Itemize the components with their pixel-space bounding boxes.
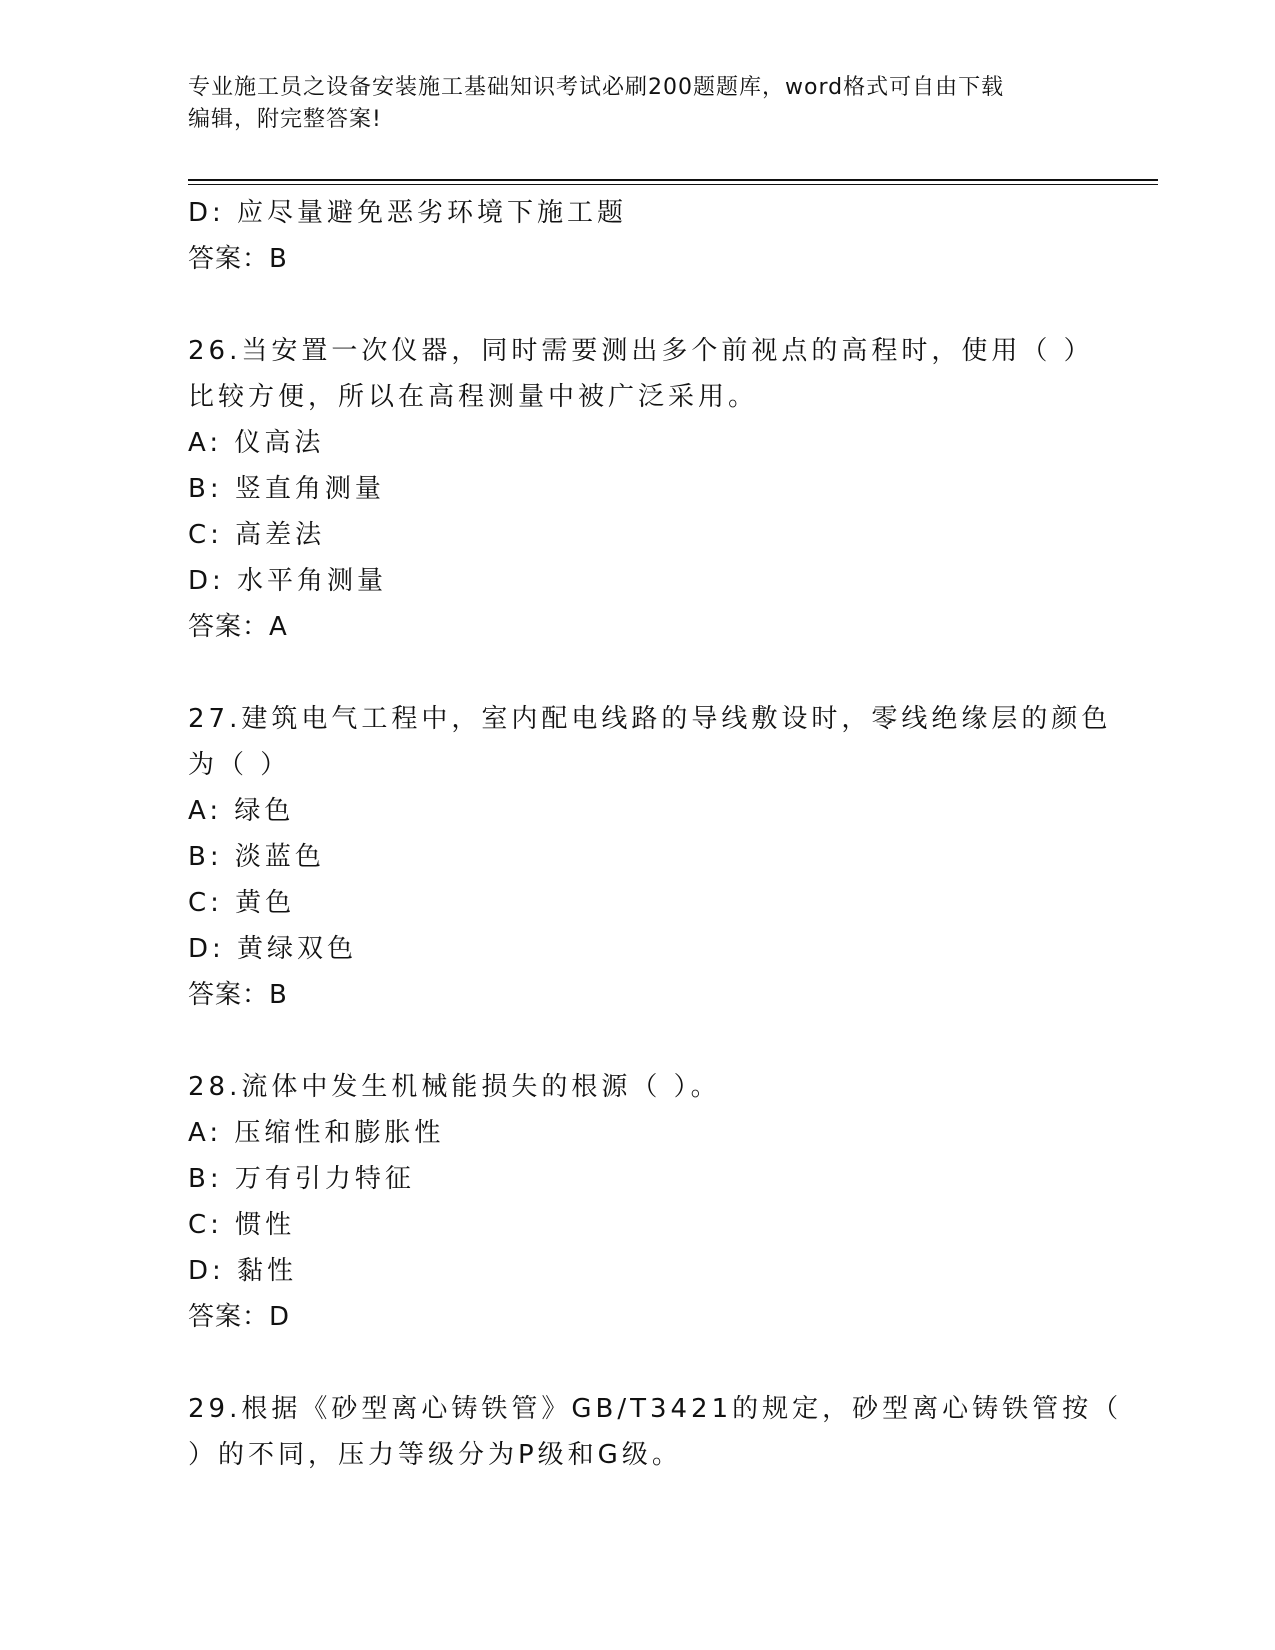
option-c: C: 黄色 — [188, 888, 296, 918]
document-header — [188, 72, 1088, 136]
document-body — [188, 190, 1123, 1478]
option-d: D: 水平角测量 — [188, 566, 388, 596]
option-a: A: 压缩性和膨胀性 — [188, 1118, 445, 1148]
option-b: B: 万有引力特征 — [188, 1164, 415, 1194]
option-d: D: 黄绿双色 — [188, 934, 358, 964]
answer-line: 答案：B — [188, 244, 288, 274]
question-text: 比较方便，所以在高程测量中被广泛采用。 — [188, 382, 759, 412]
answer-line: 答案：D — [188, 1302, 291, 1332]
spacer — [188, 282, 1088, 328]
spacer — [188, 1340, 1088, 1386]
option-c: C: 惯性 — [188, 1210, 296, 1240]
header-line-2: 编辑，附完整答案! — [188, 107, 382, 132]
option-b: B: 竖直角测量 — [188, 474, 385, 504]
option-a: A: 绿色 — [188, 796, 295, 826]
header-rule-thick — [188, 179, 1158, 181]
question-text: 28.流体中发生机械能损失的根源（ ）。 — [188, 1072, 721, 1102]
question-26 — [188, 328, 1094, 650]
option-b: B: 淡蓝色 — [188, 842, 325, 872]
spacer — [188, 650, 1088, 696]
option-a: A: 仪高法 — [188, 428, 325, 458]
question-text: 26.当安置一次仪器，同时需要测出多个前视点的高程时，使用（ ） — [188, 336, 1094, 366]
header-line-1: 专业施工员之设备安装施工基础知识考试必刷200题题库，word格式可自由下载 — [188, 75, 1005, 100]
question-text: 为（ ） — [188, 750, 291, 780]
answer-line: 答案：A — [188, 612, 288, 642]
question-text: ）的不同，压力等级分为P级和G级。 — [188, 1440, 682, 1470]
option-c: C: 高差法 — [188, 520, 326, 550]
answer-line: 答案：B — [188, 980, 288, 1010]
question-text: 29.根据《砂型离心铸铁管》GB/T3421的规定，砂型离心铸铁管按（ — [188, 1394, 1123, 1424]
spacer — [188, 1018, 1088, 1064]
question-29 — [188, 1386, 1123, 1478]
question-text: 27.建筑电气工程中，室内配电线路的导线敷设时，零线绝缘层的颜色 — [188, 704, 1112, 734]
question-27 — [188, 696, 1112, 1018]
option-d: D: 黏性 — [188, 1256, 298, 1286]
question-28 — [188, 1064, 1088, 1340]
option-d: D: 应尽量避免恶劣环境下施工题 — [188, 198, 628, 228]
header-rule-thin — [188, 184, 1158, 185]
